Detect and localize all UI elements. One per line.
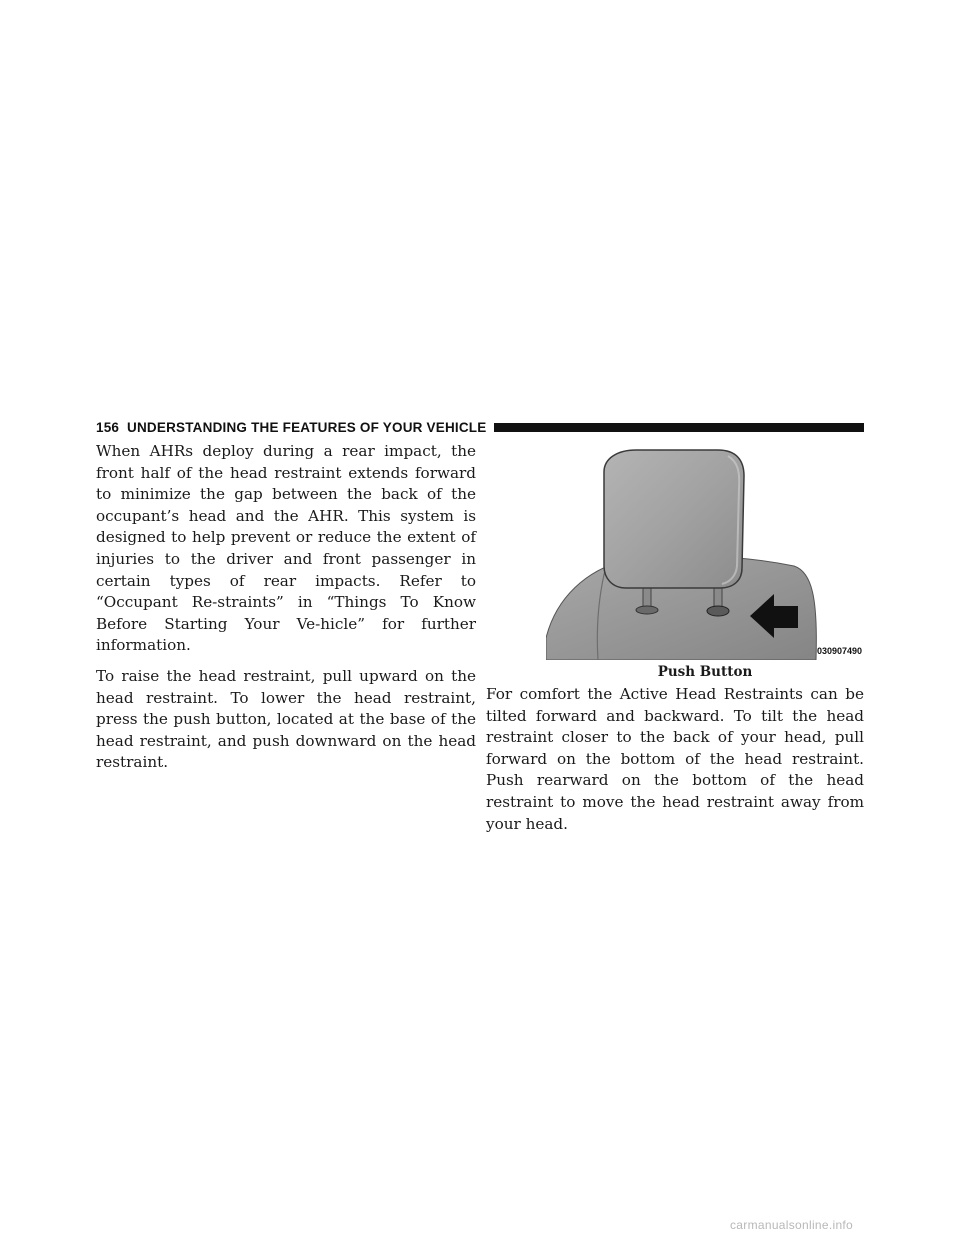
paragraph-tilt: For comfort the Active Head Restraints can be tilted forward and backward. To tilt the head restraint closer to the back of your head, pull forward on the bottom of the head restraint. Push rearward on the bottom of the head restraint to move the head restraint away from your head. bbox=[486, 685, 864, 833]
left-column bbox=[96, 441, 476, 783]
figure-code: 030907490 bbox=[816, 646, 862, 656]
head-restraint bbox=[604, 450, 744, 588]
paragraph-raise-lower: To raise the head restraint, pull upward on the head restraint. To lower the head restraint, press the push button, located at the base of the head restraint, and push downward on the head restraint. bbox=[96, 666, 476, 772]
push-button bbox=[707, 606, 729, 616]
paragraph-ahr-deploy: When AHRs deploy during a rear impact, the front half of the head restraint extends forward to minimize the gap between the back of the occupant’s head and the AHR. This system is designed to help prevent or reduce the extent of injuries to the driver and front passenger in certain types of rear impacts. Refer to “Occupant Re-straints” in “Things To Know Before Starting Your Ve-hicle” for further information. bbox=[96, 442, 476, 655]
head-restraint-figure bbox=[546, 448, 864, 660]
right-column bbox=[486, 684, 864, 835]
page-number: 156 bbox=[96, 419, 120, 435]
section-title: UNDERSTANDING THE FEATURES OF YOUR VEHICLE bbox=[127, 419, 487, 435]
header-rule bbox=[494, 423, 864, 432]
page-header bbox=[96, 418, 864, 436]
figure-caption: Push Button bbox=[657, 664, 753, 680]
header-text bbox=[96, 420, 486, 435]
watermark: carmanualsonline.info bbox=[730, 1218, 854, 1232]
